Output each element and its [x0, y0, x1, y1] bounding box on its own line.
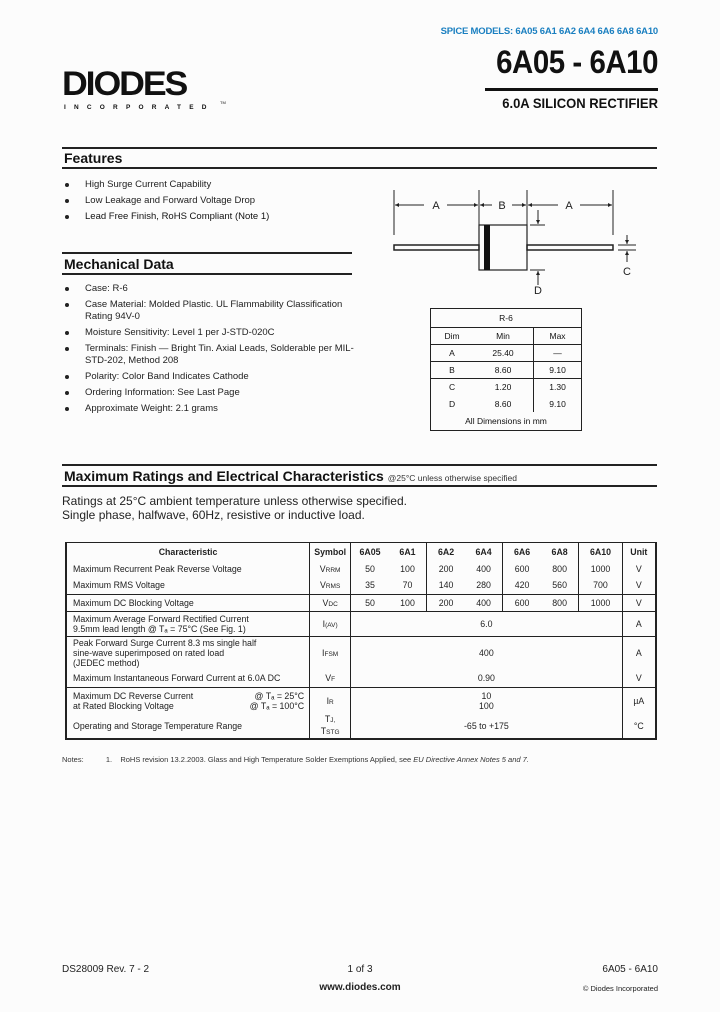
- footer-part-number: 6A05 - 6A10: [602, 964, 658, 975]
- dim-label-c: C: [623, 266, 631, 278]
- ratings-title: Maximum Ratings and Electrical Characteristics: [64, 468, 384, 484]
- ratings-line-2: Single phase, halfwave, 60Hz, resistive or inductive load.: [62, 508, 365, 522]
- logo-trademark: TM: [220, 100, 226, 105]
- value-cell: 200: [427, 594, 465, 611]
- mechanical-list: [62, 283, 357, 419]
- dim-cell: A: [431, 344, 473, 361]
- symbol-cell: VRRM: [310, 560, 351, 577]
- notes: [62, 755, 529, 764]
- unit-cell: V: [622, 560, 655, 577]
- symbol-cell: IFSM: [310, 636, 351, 669]
- value-cell: 600: [503, 560, 541, 577]
- table-row: [67, 611, 655, 636]
- features-list: [62, 179, 362, 227]
- dim-cell: B: [431, 361, 473, 378]
- value-cell: 100: [400, 563, 415, 574]
- doc-revision: DS28009 Rev. 7 - 2: [62, 964, 150, 975]
- value-cell: 140: [427, 577, 465, 594]
- unit-cell: V: [622, 594, 655, 611]
- table-row: [67, 687, 655, 714]
- characteristic-cell: Operating and Storage Temperature Range: [73, 721, 243, 731]
- mechanical-item: Terminals: Finish — Bright Tin. Axial Leads, Solderable per MIL-STD-202, Method 208: [62, 343, 357, 367]
- characteristic-cell: Maximum DC Blocking Voltage: [67, 594, 310, 611]
- col-6a10: 6A10: [579, 543, 622, 560]
- dim-table-caption: R-6: [431, 309, 581, 327]
- dimension-table: [430, 308, 582, 431]
- unit-cell: V: [622, 577, 655, 594]
- spice-models-link[interactable]: SPICE MODELS: 6A05 6A1 6A2 6A4 6A6 6A8 6A10: [440, 26, 658, 37]
- characteristic-cell: Maximum Instantaneous Forward Current at 6.0A DC: [73, 672, 281, 683]
- features-top-rule: [62, 147, 657, 149]
- col-6a6: 6A6: [503, 543, 541, 560]
- symbol-cell: TJ, TSTG: [310, 714, 351, 738]
- value-cell: 50: [351, 594, 389, 611]
- value-cell: 100: [389, 594, 427, 611]
- value-cell: 0.90: [351, 669, 622, 687]
- value-cell: 400: [476, 563, 491, 574]
- value-cell: 400: [465, 594, 503, 611]
- symbol-cell: IR: [310, 687, 351, 714]
- dim-label-d: D: [534, 285, 542, 297]
- dim-cell: 8.60: [473, 361, 534, 378]
- copyright: © Diodes Incorporated: [582, 984, 658, 993]
- dim-cell: C: [448, 381, 456, 392]
- value-cell: 420: [503, 577, 541, 594]
- unit-cell: A: [622, 636, 655, 669]
- characteristic-cell: Maximum Recurrent Peak Reverse Voltage: [73, 563, 242, 574]
- ratings-line-1: Ratings at 25°C ambient temperature unless otherwise specified.: [62, 494, 407, 508]
- value-cell: 700: [579, 577, 622, 594]
- value-cell: 1000: [579, 560, 622, 577]
- table-row: [67, 669, 655, 687]
- symbol-cell: I(AV): [310, 611, 351, 636]
- title-divider: [485, 88, 658, 91]
- dim-row: [431, 361, 581, 378]
- characteristic-cell: Maximum DC Reverse Current @ Tₐ = 25°C at Rated Blocking Voltage @ Tₐ = 100°C: [67, 687, 310, 714]
- page-subtitle: 6.0A SILICON RECTIFIER: [502, 95, 658, 111]
- features-heading: Features: [64, 150, 123, 166]
- mechanical-item: Ordering Information: See Last Page: [62, 387, 357, 399]
- dim-label-a: A: [432, 200, 440, 212]
- characteristic-cell: Maximum RMS Voltage: [73, 580, 165, 591]
- symbol-cell: VRMS: [310, 577, 351, 594]
- mechanical-item: Polarity: Color Band Indicates Cathode: [62, 371, 357, 383]
- characteristic-cell: Maximum Average Forward Rectified Current 9.5mm lead length @ Tₐ = 75°C (See Fig. 1): [67, 611, 310, 636]
- value-cell: 35: [351, 577, 389, 594]
- unit-cell: V: [622, 669, 655, 687]
- dim-table-footer: All Dimensions in mm: [465, 416, 547, 426]
- table-row: [67, 636, 655, 669]
- value-cell: -65 to +175: [351, 714, 622, 738]
- page-number: 1 of 3: [347, 964, 373, 975]
- feature-item: High Surge Current Capability: [62, 179, 362, 191]
- mechanical-heading: Mechanical Data: [64, 256, 174, 272]
- dim-row: [431, 378, 581, 395]
- dim-label-a2: A: [565, 200, 573, 212]
- symbol-cell: VF: [310, 669, 351, 687]
- value-cell: 200: [427, 560, 465, 577]
- page-title: 6A05 - 6A10: [496, 44, 658, 80]
- feature-item: Low Leakage and Forward Voltage Drop: [62, 195, 362, 207]
- dim-cell: 9.10: [534, 395, 581, 412]
- value-cell: 280: [476, 580, 491, 591]
- mechanical-top-rule: [62, 252, 352, 254]
- table-header-row: [67, 543, 655, 560]
- value-cell: 70: [402, 580, 413, 591]
- table-row: [67, 594, 655, 611]
- min-header: Min: [473, 327, 534, 344]
- dim-header: Dim: [431, 327, 473, 344]
- features-bottom-rule: [62, 167, 657, 169]
- mechanical-item: Approximate Weight: 2.1 grams: [62, 403, 357, 415]
- ratings-heading: [64, 468, 517, 484]
- ratings-conditions: [62, 494, 407, 522]
- ratings-title-note: @25°C unless otherwise specified: [387, 473, 517, 483]
- max-header: Max: [534, 327, 581, 344]
- note-text: RoHS revision 13.2.2003. Glass and High Temperature Solder Exemptions Applied, see: [120, 755, 414, 764]
- note-italic: EU Directive Annex Notes 5 and 7.: [413, 755, 529, 764]
- col-6a4: 6A4: [475, 546, 492, 557]
- package-outline-diagram: [380, 180, 660, 300]
- value-cell: 800: [541, 594, 579, 611]
- dim-cell: 1.30: [534, 378, 581, 395]
- dim-cell: 9.10: [534, 361, 581, 378]
- table-row: [67, 577, 655, 594]
- value-cell: 6.0: [351, 611, 622, 636]
- dim-row: [431, 344, 581, 361]
- col-6a8: 6A8: [551, 546, 568, 557]
- value-cell: 50: [351, 560, 389, 577]
- dim-row: [431, 395, 581, 412]
- dim-cell: —: [534, 344, 581, 361]
- unit-cell: °C: [622, 714, 655, 738]
- dim-label-b: B: [498, 200, 506, 212]
- col-symbol: Symbol: [310, 543, 351, 560]
- value-cell: 600: [503, 594, 541, 611]
- logo-incorporated: INCORPORATED: [64, 104, 215, 111]
- ratings-bottom-rule: [62, 485, 657, 487]
- diodes-logo: [62, 66, 230, 116]
- mechanical-item: Moisture Sensitivity: Level 1 per J-STD-020C: [62, 327, 357, 339]
- unit-cell: µA: [622, 687, 655, 714]
- col-unit: Unit: [622, 543, 655, 560]
- table-row: [67, 560, 655, 577]
- feature-item: Lead Free Finish, RoHS Compliant (Note 1): [62, 211, 362, 223]
- notes-label: Notes:: [62, 755, 84, 764]
- characteristic-cell: Peak Forward Surge Current 8.3 ms single half sine-wave superimposed on rated load (JEDEC method): [67, 636, 310, 669]
- col-6a2: 6A2: [427, 543, 465, 560]
- value-cell: 400: [351, 636, 622, 669]
- dim-cell: 8.60: [494, 398, 512, 409]
- value-cell: 800: [552, 563, 567, 574]
- value-cell: 560: [552, 580, 567, 591]
- ratings-top-rule: [62, 464, 657, 466]
- mechanical-item: Case Material: Molded Plastic. UL Flammability Classification Rating 94V-0: [62, 299, 357, 323]
- note-number: 1.: [105, 755, 113, 764]
- dim-cell: 25.40: [473, 344, 534, 361]
- electrical-characteristics-table: [65, 542, 657, 740]
- value-cell: 10 100: [351, 687, 622, 714]
- dim-cell: D: [448, 398, 456, 409]
- symbol-cell: VDC: [310, 594, 351, 611]
- logo-wordmark: DIODES: [62, 65, 187, 103]
- mechanical-bottom-rule: [62, 273, 352, 275]
- website-link[interactable]: www.diodes.com: [319, 982, 401, 993]
- dim-cell: 1.20: [494, 381, 512, 392]
- unit-cell: A: [622, 611, 655, 636]
- col-characteristic: Characteristic: [158, 546, 218, 557]
- col-6a1: 6A1: [399, 546, 416, 557]
- col-6a05: 6A05: [351, 543, 389, 560]
- mechanical-item: Case: R-6: [62, 283, 357, 295]
- cathode-band: [484, 225, 490, 270]
- value-cell: 1000: [579, 594, 622, 611]
- table-row: [67, 714, 655, 738]
